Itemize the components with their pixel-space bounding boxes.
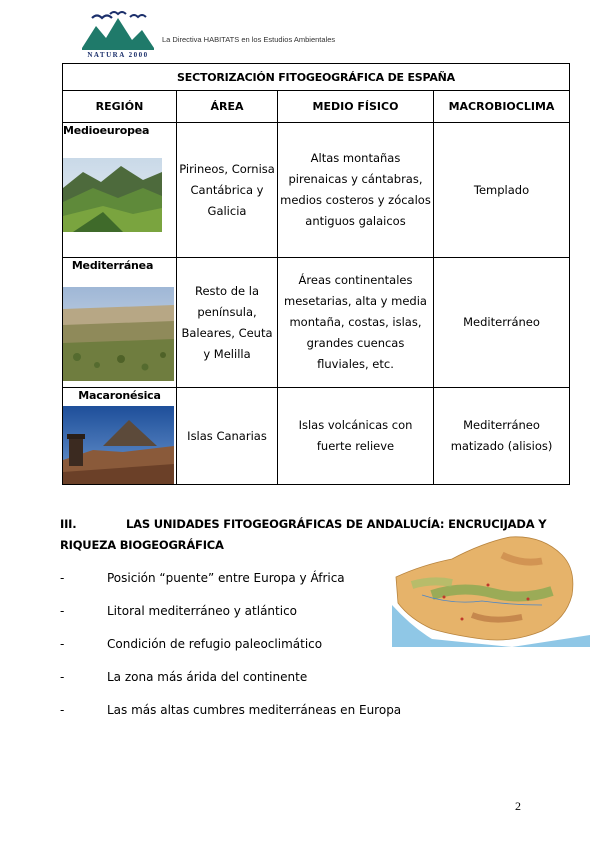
table-header-row xyxy=(63,91,570,123)
table-row xyxy=(63,388,570,485)
region-cell xyxy=(63,388,177,485)
area-cell: Islas Canarias xyxy=(177,388,278,485)
column-header-macrobioclima: MACROBIOCLIMA xyxy=(434,91,570,123)
column-header-region: REGIÓN xyxy=(63,91,177,123)
medio-fisico-cell: Altas montañas pirenaicas y cántabras, medios costeros y zócalos antiguos galaicos xyxy=(278,123,434,258)
region-cell xyxy=(63,258,177,388)
table-title-row xyxy=(63,64,570,91)
table-row xyxy=(63,123,570,258)
andalucia-map xyxy=(392,535,590,647)
region-name: Macaronésica xyxy=(78,389,161,402)
medio-fisico-cell: Islas volcánicas con fuerte relieve xyxy=(278,388,434,485)
bullet-list xyxy=(60,568,401,733)
bullet-marker: - xyxy=(60,637,65,651)
column-header-area: ÁREA xyxy=(177,91,278,123)
mountain-valley-photo xyxy=(63,158,162,232)
list-item: - Condición de refugio paleoclimático xyxy=(60,634,401,667)
region-name: Mediterránea xyxy=(71,259,154,272)
macrobioclima-cell: Mediterráneo matizado (alisios) xyxy=(434,388,570,485)
macrobioclima-cell: Mediterráneo xyxy=(434,258,570,388)
table-row xyxy=(63,258,570,388)
svg-text:NATURA 2000: NATURA 2000 xyxy=(87,51,149,58)
natura-2000-logo xyxy=(82,8,154,58)
bullet-marker: - xyxy=(60,604,65,618)
region-cell xyxy=(63,123,177,258)
volcanic-island-photo xyxy=(63,406,174,484)
list-item: - La zona más árida del continente xyxy=(60,667,401,700)
table-title: SECTORIZACIÓN FITOGEOGRÁFICA DE ESPAÑA xyxy=(63,64,570,91)
section-title-text: LAS UNIDADES FITOGEOGRÁFICAS DE ANDALUCÍA: ENCRUCIJADA Y RIQUEZA BIOGEOGRÁFICA xyxy=(60,517,547,552)
medio-fisico-cell: Áreas continentales mesetarias, alta y media montaña, costas, islas, grandes cuencas fluviales, etc. xyxy=(278,258,434,388)
area-cell: Pirineos, Cornisa Cantábrica y Galicia xyxy=(177,123,278,258)
bullet-marker: - xyxy=(60,703,65,717)
region-name: Medioeuropea xyxy=(63,124,150,137)
mediterranean-landscape-photo xyxy=(63,287,174,381)
list-item: - Litoral mediterráneo y atlántico xyxy=(60,601,401,634)
list-item: - Las más altas cumbres mediterráneas en Europa xyxy=(60,700,401,733)
list-item: - Posición “puente” entre Europa y África xyxy=(60,568,401,601)
macrobioclima-cell: Templado xyxy=(434,123,570,258)
column-header-medio-fisico: MEDIO FÍSICO xyxy=(278,91,434,123)
bullet-marker: - xyxy=(60,670,65,684)
area-cell: Resto de la península, Baleares, Ceuta y Melilla xyxy=(177,258,278,388)
section-number: III. xyxy=(60,517,77,531)
page-number: 2 xyxy=(515,799,521,813)
fitogeographic-table xyxy=(62,63,570,485)
running-header: La Directiva HABITATS en los Estudios Ambientales xyxy=(162,35,336,44)
bullet-marker: - xyxy=(60,571,65,585)
